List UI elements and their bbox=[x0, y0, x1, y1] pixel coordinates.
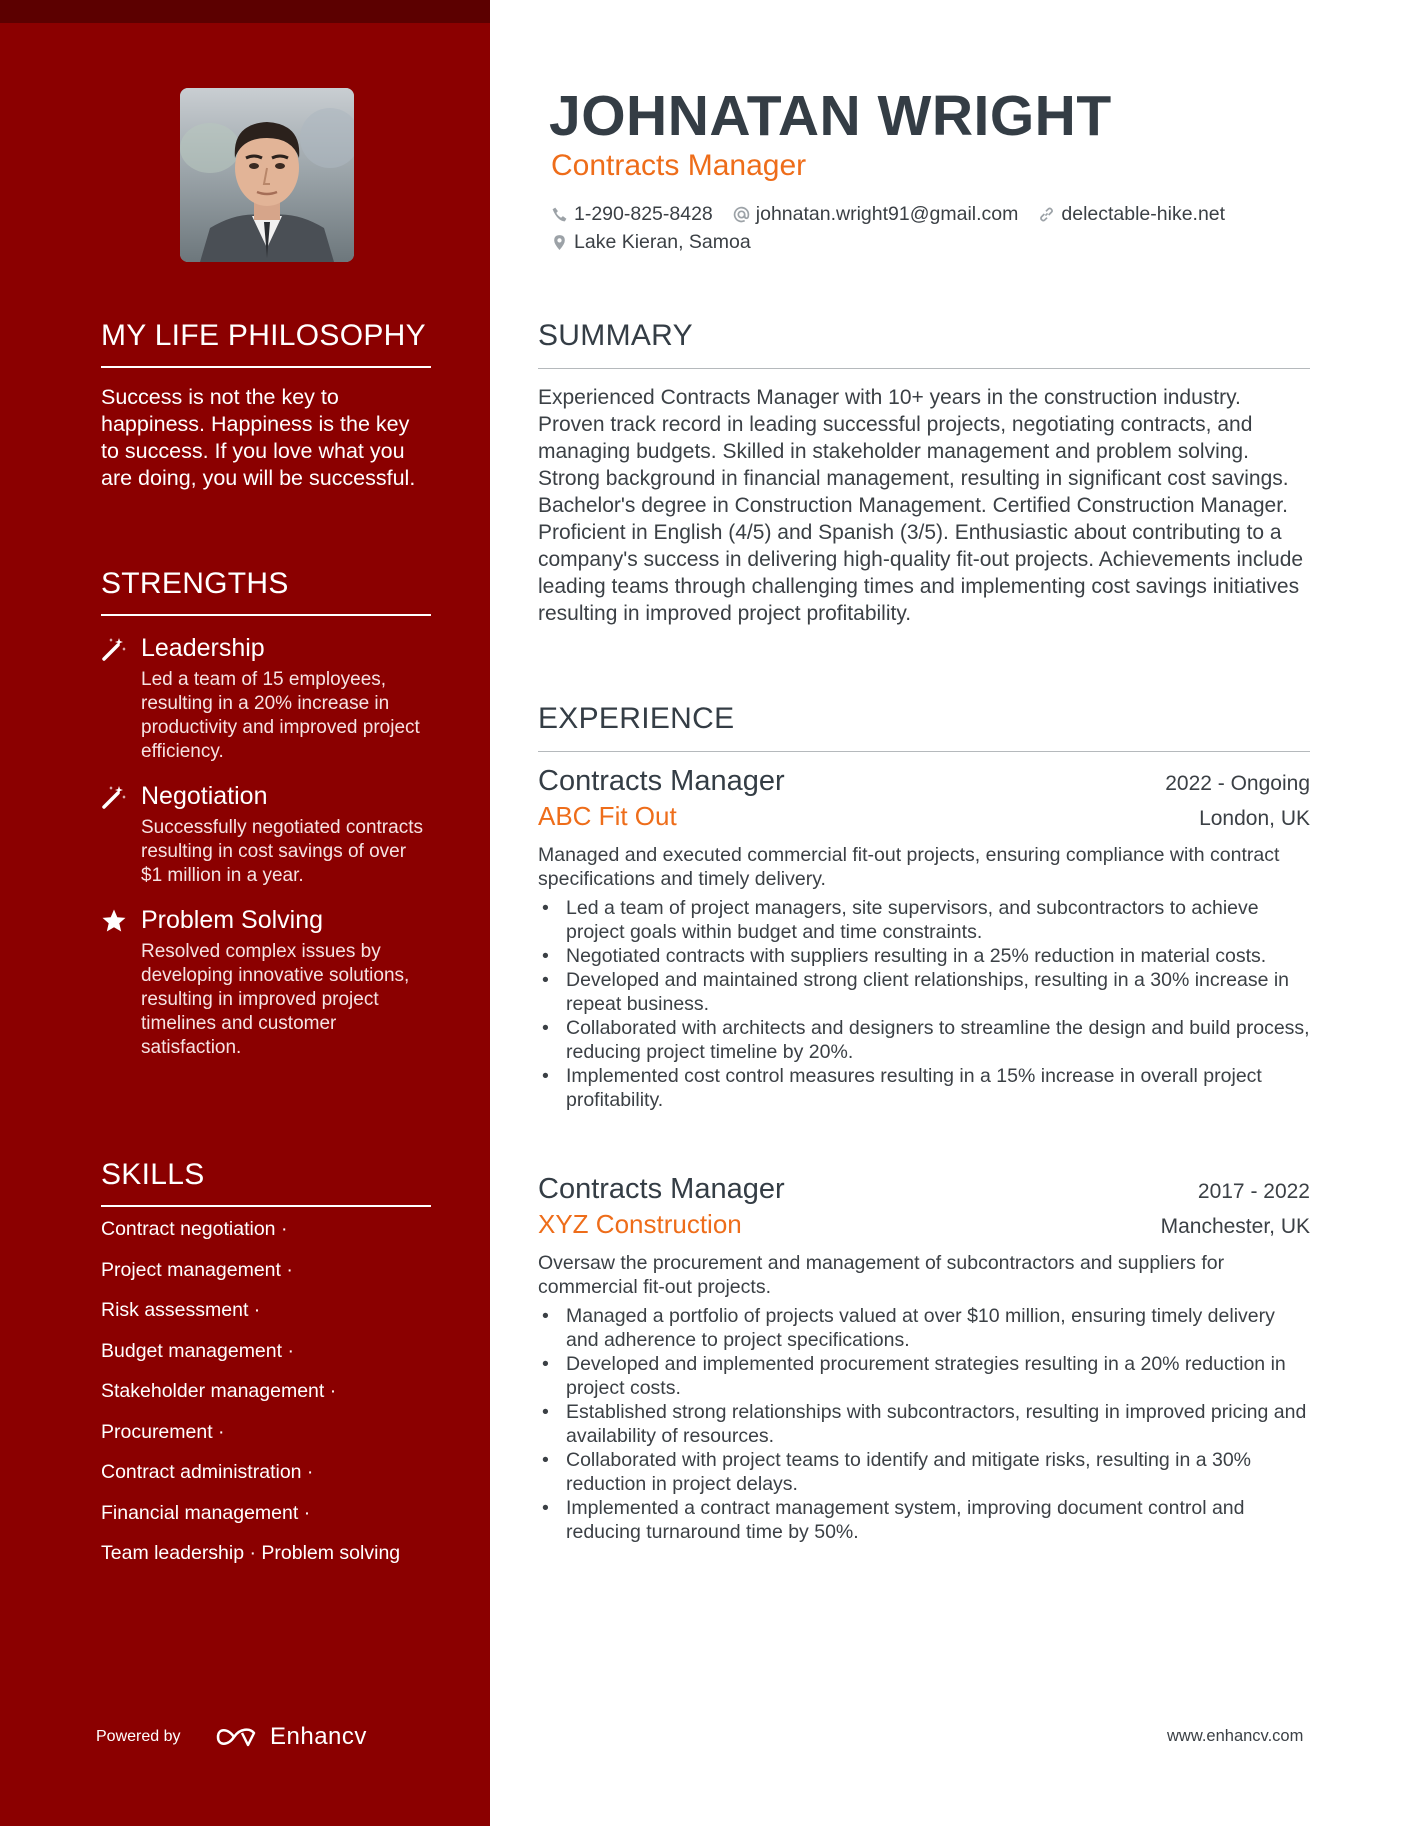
job-entry bbox=[538, 763, 1310, 1112]
at-icon bbox=[733, 206, 750, 223]
website-text: delectable-hike.net bbox=[1061, 202, 1226, 225]
sidebar-top-strip bbox=[0, 0, 490, 23]
experience-heading: EXPERIENCE bbox=[538, 701, 1310, 752]
job-company: ABC Fit Out bbox=[538, 801, 677, 831]
phone-contact[interactable] bbox=[551, 203, 713, 226]
job-location: London, UK bbox=[1199, 807, 1310, 830]
philosophy-text: Success is not the key to happiness. Happiness is the key to success. If you love what you are doing, you will be successful. bbox=[101, 385, 416, 490]
phone-icon bbox=[551, 206, 568, 223]
skill-item: Project management · bbox=[101, 1258, 293, 1281]
location-pin-icon bbox=[551, 234, 568, 251]
enhancv-logo-link[interactable] bbox=[214, 1722, 367, 1752]
strength-item bbox=[101, 904, 431, 1060]
powered-by-label: Powered by bbox=[96, 1728, 181, 1745]
job-bullet: • Implemented cost control measures resulting in a 15% increase in overall project profitability. bbox=[538, 1064, 1310, 1112]
candidate-headline: Contracts Manager bbox=[551, 149, 807, 182]
profile-photo bbox=[180, 88, 354, 262]
skill-item: Financial management · bbox=[101, 1501, 311, 1524]
job-dates: 2017 - 2022 bbox=[1197, 1180, 1310, 1203]
skills-section bbox=[101, 1157, 431, 1582]
strength-description: Successfully negotiated contracts resulting in cost savings of over $1 million in a year. bbox=[141, 817, 423, 886]
email-text: johnatan.wright91@gmail.com bbox=[755, 202, 1019, 225]
summary-section bbox=[538, 318, 1310, 627]
skills-list bbox=[101, 1217, 431, 1565]
job-bullet: • Established strong relationships with subcontractors, resulting in improved pricing and availability of resources. bbox=[538, 1400, 1310, 1448]
skill-item: Team leadership · Problem solving bbox=[101, 1542, 401, 1564]
philosophy-section bbox=[101, 318, 431, 492]
strength-title: Problem Solving bbox=[141, 906, 324, 934]
contact-info bbox=[551, 200, 1311, 256]
skill-item: Budget management · bbox=[101, 1339, 294, 1362]
email-contact[interactable] bbox=[733, 203, 1019, 226]
job-title: Contracts Manager bbox=[538, 1173, 785, 1205]
job-bullets bbox=[538, 896, 1310, 1112]
job-title: Contracts Manager bbox=[538, 765, 785, 797]
skill-item: Risk assessment · bbox=[101, 1299, 261, 1321]
job-location: Manchester, UK bbox=[1160, 1215, 1310, 1238]
contact-row bbox=[551, 200, 1311, 228]
job-company-row bbox=[538, 1207, 1310, 1241]
philosophy-heading: MY LIFE PHILOSOPHY bbox=[101, 318, 431, 368]
strength-title: Negotiation bbox=[141, 782, 268, 810]
strength-item bbox=[101, 780, 431, 888]
profile-photo-image bbox=[180, 88, 354, 262]
strength-item bbox=[101, 632, 431, 764]
link-icon bbox=[1038, 206, 1055, 223]
job-bullet: • Developed and maintained strong client relationships, resulting in a 30% increase in repeat business. bbox=[538, 968, 1310, 1016]
phone-text: 1-290-825-8428 bbox=[574, 202, 713, 225]
job-title-row bbox=[538, 763, 1310, 799]
experience-section bbox=[538, 701, 1310, 752]
location-text: Lake Kieran, Samoa bbox=[574, 230, 751, 253]
job-bullet: • Led a team of project managers, site supervisors, and subcontractors to achieve project goals within budget and time constraints. bbox=[538, 896, 1310, 944]
job-entry bbox=[538, 1171, 1310, 1544]
job-bullet: • Collaborated with architects and designers to streamline the design and build process, reducing project timeline by 20%. bbox=[538, 1016, 1310, 1064]
job-title-row bbox=[538, 1171, 1310, 1207]
strengths-heading: STRENGTHS bbox=[101, 566, 431, 616]
job-bullet: • Negotiated contracts with suppliers resulting in a 25% reduction in material costs. bbox=[538, 944, 1310, 968]
magic-wand-icon bbox=[101, 784, 127, 810]
job-bullet: • Collaborated with project teams to identify and mitigate risks, resulting in a 30% reduction in project delays. bbox=[538, 1448, 1310, 1496]
summary-heading: SUMMARY bbox=[538, 318, 1310, 369]
job-bullet: • Implemented a contract management system, improving document control and reducing turnaround time by 50%. bbox=[538, 1496, 1310, 1544]
job-bullets bbox=[538, 1304, 1310, 1544]
strength-title: Leadership bbox=[141, 634, 265, 662]
strengths-section bbox=[101, 566, 431, 1060]
candidate-name: JOHNATAN WRIGHT bbox=[549, 84, 1112, 148]
job-company: XYZ Construction bbox=[538, 1209, 742, 1239]
job-description: Oversaw the procurement and management of subcontractors and suppliers for commercial fit-out projects. bbox=[538, 1252, 1225, 1298]
job-bullet: • Developed and implemented procurement strategies resulting in a 20% reduction in project costs. bbox=[538, 1352, 1310, 1400]
skill-item: Contract negotiation · bbox=[101, 1218, 288, 1240]
contact-row bbox=[551, 228, 1311, 256]
skill-item: Contract administration · bbox=[101, 1461, 314, 1483]
enhancv-brand: Enhancv bbox=[270, 1723, 367, 1750]
strength-description: Resolved complex issues by developing innovative solutions, resulting in improved project timelines and customer satisfaction. bbox=[141, 941, 410, 1058]
star-icon bbox=[101, 908, 127, 934]
skills-heading: SKILLS bbox=[101, 1157, 431, 1207]
job-description: Managed and executed commercial fit-out projects, ensuring compliance with contract specifications and timely delivery. bbox=[538, 844, 1280, 890]
enhancv-logo-icon bbox=[214, 1725, 260, 1749]
location-contact bbox=[551, 231, 751, 254]
skill-item: Procurement · bbox=[101, 1420, 225, 1443]
skill-item: Stakeholder management · bbox=[101, 1380, 337, 1402]
job-company-row bbox=[538, 799, 1310, 833]
job-bullet: • Managed a portfolio of projects valued at over $10 million, ensuring timely delivery and adherence to project specifications. bbox=[538, 1304, 1310, 1352]
sidebar bbox=[0, 0, 490, 1826]
strength-description: Led a team of 15 employees, resulting in a 20% increase in productivity and improved project efficiency. bbox=[141, 669, 420, 762]
summary-text: Experienced Contracts Manager with 10+ years in the construction industry. Proven track record in leading successful projects, negotiating contracts, and managing budgets. Skilled in stakeholder management and problem solving. Strong background in financial management, resulting in significant cost savings. Bachelor's degree in Construction Management. Certified Construction Manager. Proficient in English (4/5) and Spanish (3/5). Enthusiastic about contributing to a company's success in delivering high-quality fit-out projects. Achievements include leading teams through challenging times and implementing cost savings initiatives resulting in improved project profitability. bbox=[538, 386, 1304, 625]
magic-wand-icon bbox=[101, 636, 127, 662]
enhancv-website-link[interactable]: www.enhancv.com bbox=[1167, 1727, 1304, 1745]
job-dates: 2022 - Ongoing bbox=[1165, 772, 1310, 795]
website-contact[interactable] bbox=[1038, 203, 1225, 226]
